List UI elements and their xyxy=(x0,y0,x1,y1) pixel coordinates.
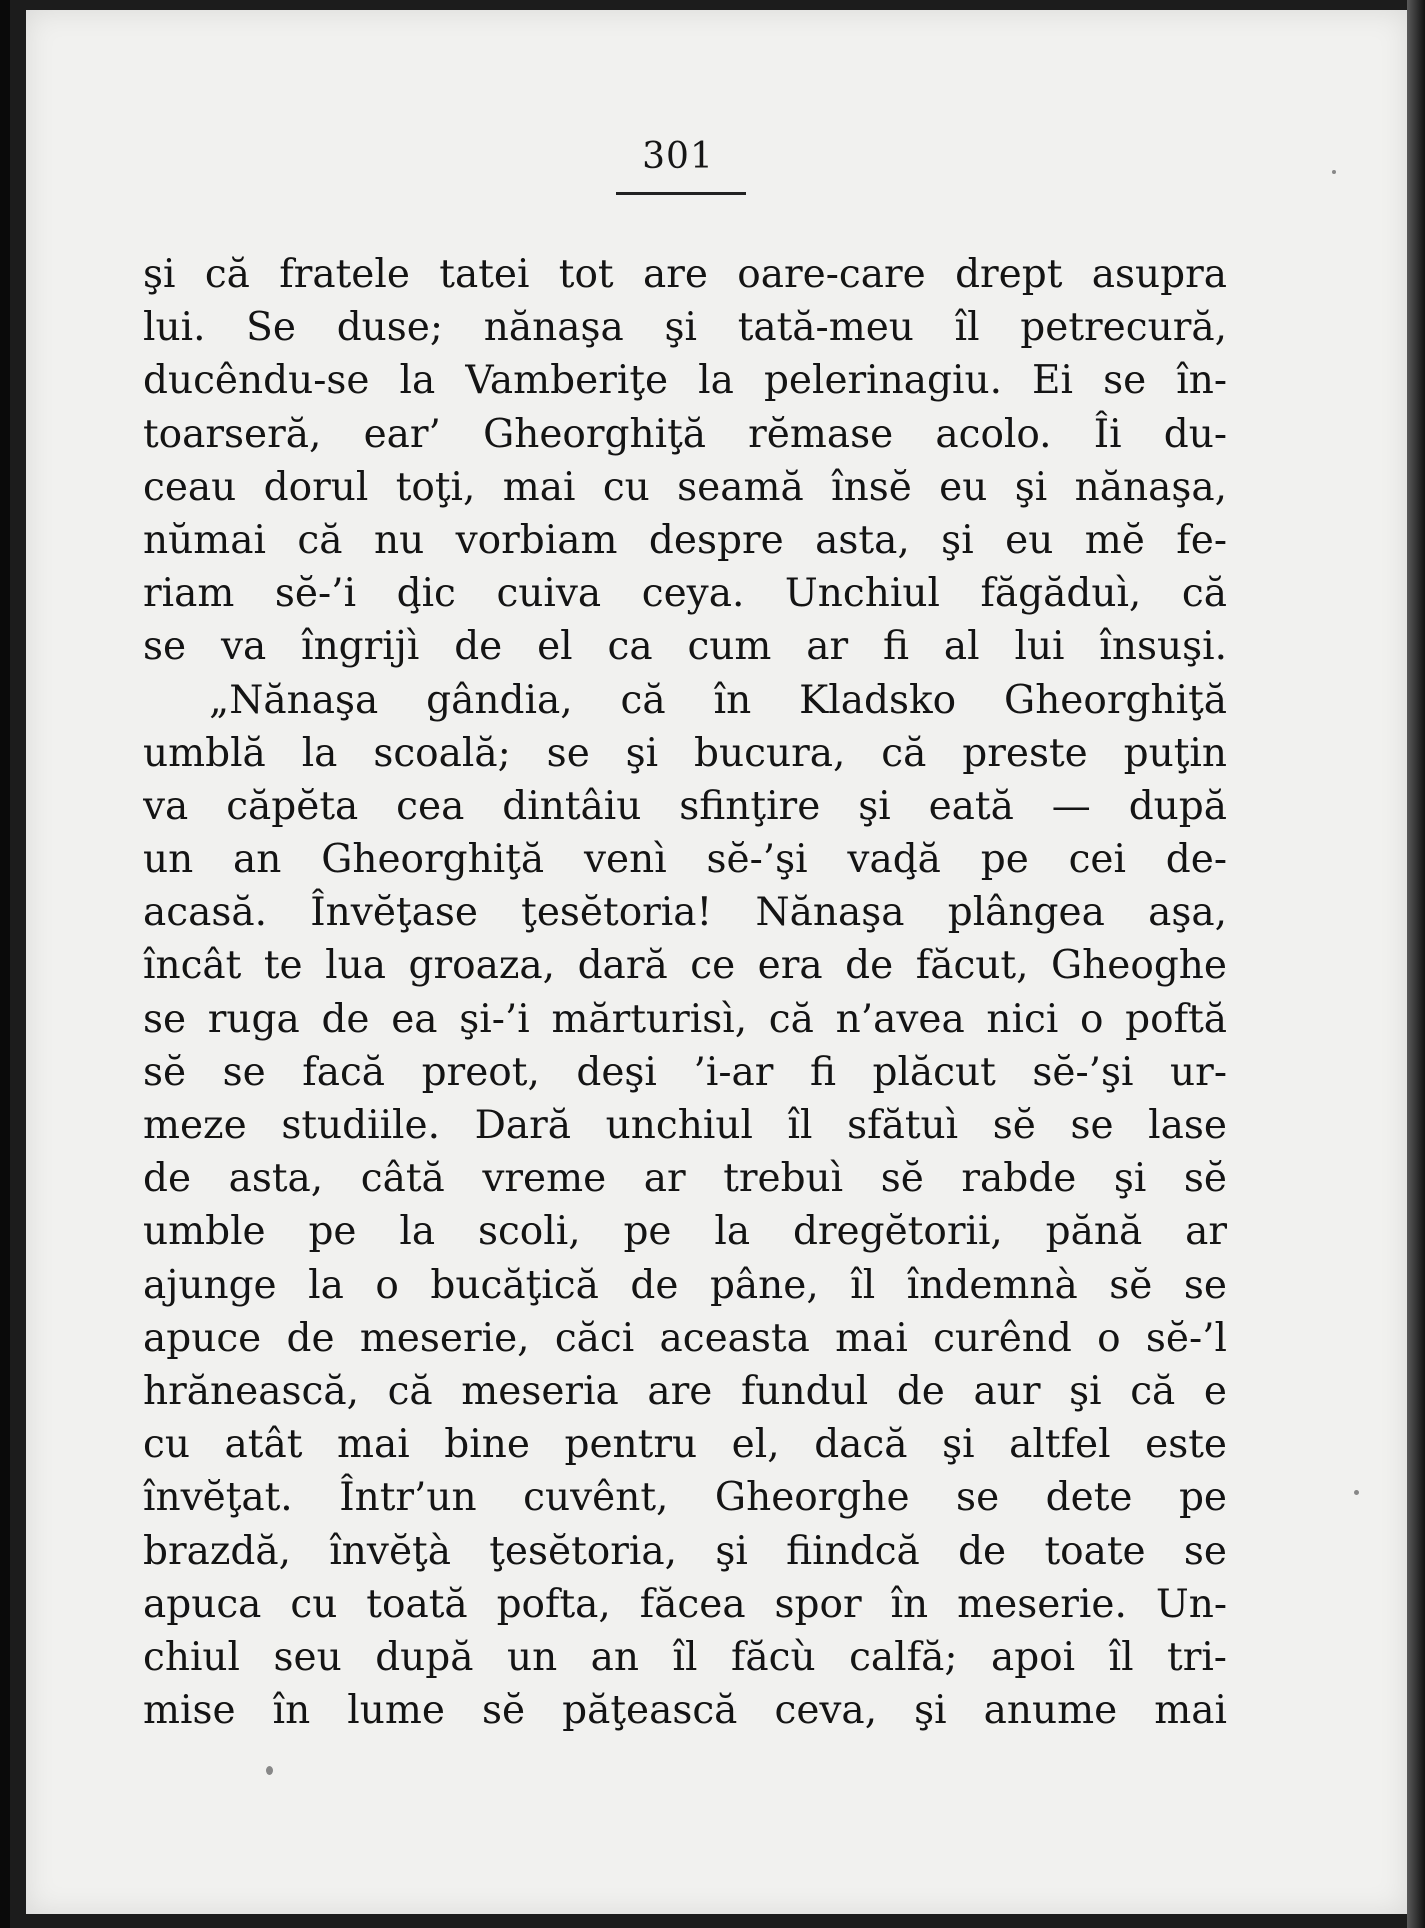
page-number-rule xyxy=(616,192,746,195)
text-line: toarseră, ear’ Gheorghiţă rĕmase acolo. Îi du- xyxy=(143,411,1227,457)
text-line: apuce de meserie, căci aceasta mai curênd o sĕ-’l xyxy=(143,1315,1227,1361)
text-line: un an Gheorghiţă venì sĕ-’şi vaḑă pe cei de- xyxy=(143,837,1227,883)
text-line: va căpĕta cea dintâiu sfinţire şi eată — după xyxy=(143,783,1227,829)
text-line: lui. Se duse; nănaşa şi tată-meu îl petrecură, xyxy=(143,305,1227,351)
text-line: acasă. Învĕţase ţesĕtoria! Nănaşa plângea aşa, xyxy=(143,890,1227,936)
text-line: nŭmai că nu vorbiam despre asta, şi eu mĕ fe- xyxy=(143,517,1227,563)
text-line: riam sĕ-’i ḑic cuiva ceya. Unchiul făgăduì, că xyxy=(143,571,1227,617)
text-line: mise în lume sĕ păţească ceva, şi anume mai xyxy=(143,1688,1227,1734)
text-line: sĕ se facă preot, deşi ’i-ar fi plăcut sĕ-’şi ur- xyxy=(143,1049,1227,1095)
text-line: se va îngrijì de el ca cum ar fi al lui însuşi. xyxy=(143,624,1227,670)
text-line: încât te lua groaza, dară ce era de făcut, Gheoghe xyxy=(143,943,1227,989)
book-page xyxy=(26,10,1408,1914)
text-line: şi că fratele tatei tot are oare-care drept asupra xyxy=(143,252,1227,297)
text-line: de asta, câtă vreme ar trebuì sĕ rabde şi sĕ xyxy=(143,1156,1227,1202)
text-line: ajunge la o bucăţică de pâne, îl îndemnà sĕ se xyxy=(143,1262,1227,1308)
print-speck xyxy=(266,1766,273,1775)
text-line: meze studiile. Dară unchiul îl sfătuì sĕ se lase xyxy=(143,1103,1227,1148)
text-line: brazdă, învĕţà ţesĕtoria, şi fiindcă de toate se xyxy=(143,1528,1227,1574)
text-line: se ruga de ea şi-’i mărturisì, că n’avea nici o poftă xyxy=(143,996,1227,1042)
right-page-edge xyxy=(1407,0,1425,1928)
print-speck xyxy=(1332,170,1336,174)
text-line: umble pe la scoli, pe la dregĕtorii, pănă ar xyxy=(143,1209,1227,1255)
page-number: 301 xyxy=(642,136,714,177)
text-line: chiul seu după un an îl făcù calfă; apoi îl tri- xyxy=(143,1634,1227,1680)
text-line: apuca cu toată pofta, făcea spor în meserie. Un- xyxy=(143,1581,1227,1627)
text-line: ducêndu-se la Vamberiţe la pelerinagiu. Ei se în- xyxy=(143,358,1227,404)
body-text xyxy=(143,248,1227,1737)
text-line: învĕţat. Într’un cuvênt, Gheorghe se dete pe xyxy=(143,1475,1227,1521)
print-speck xyxy=(1354,1490,1359,1495)
text-line: hrănească, că meseria are fundul de aur şi că e xyxy=(143,1368,1227,1414)
book-binding-edge xyxy=(0,0,10,1928)
text-line: cu atât mai bine pentru el, dacă şi altfel este xyxy=(143,1422,1227,1468)
text-line: umblă la scoală; se şi bucura, că preste puţin xyxy=(143,730,1227,776)
text-line: „Nănaşa gândia, că în Kladsko Gheorghiţă xyxy=(209,677,1227,723)
text-line: ceau dorul toţi, mai cu seamă însĕ eu şi nănaşa, xyxy=(143,464,1227,510)
